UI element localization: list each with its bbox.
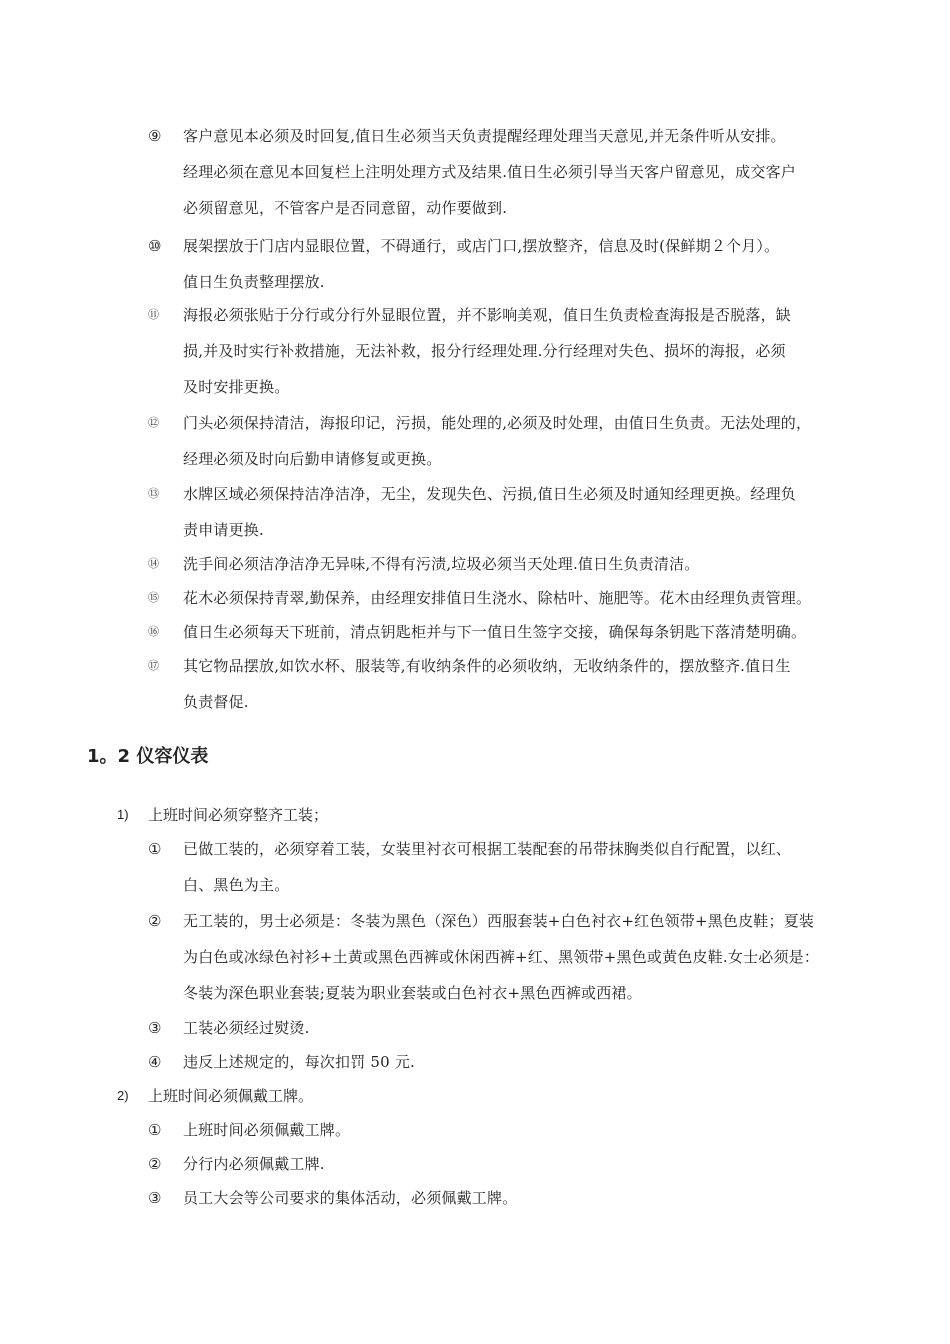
text-line: 必须留意见，不管客户是否同意留，动作要做到.	[183, 199, 508, 217]
item-text	[183, 831, 888, 903]
text-line: 责申请更换.	[183, 521, 264, 539]
text-line: 冬装为深色职业套装;夏装为职业套装或白色衬衣+黑色西裤或西裙。	[183, 984, 642, 1002]
subsection-title	[117, 1078, 877, 1114]
text-line: 员工大会等公司要求的集体活动，必须佩戴工牌。	[183, 1189, 518, 1207]
item-number: ⑪	[148, 308, 159, 321]
item-text	[183, 580, 888, 616]
text-line: 门头必须保持清洁，海报印记，污损，能处理的,必须及时处理，由值日生负责。无法处理的，	[183, 414, 812, 432]
text-line: 白、黑色为主。	[183, 876, 290, 894]
list-item	[148, 1180, 888, 1216]
list-item	[148, 1146, 888, 1182]
item-number: ⑬	[148, 487, 159, 500]
subsection-text: 上班时间必须佩戴工牌。	[148, 1087, 314, 1105]
text-line: 工装必须经过熨烫.	[183, 1019, 310, 1037]
text-line: 及时安排更换。	[183, 378, 290, 396]
subsection-title	[117, 797, 877, 833]
list-item	[148, 405, 888, 477]
text-line: 海报必须张贴于分行或分行外显眼位置，并不影响美观，值日生负责检查海报是否脱落，缺	[183, 306, 792, 324]
text-line: 洗手间必须洁净洁净无异味,不得有污渍,垃圾必须当天处理.值日生负责清洁。	[183, 555, 700, 573]
text-line: 无工装的，男士必须是：冬装为黑色（深色）西服套装+白色衬衣+红色领带+黑色皮鞋；夏装	[183, 912, 815, 930]
item-number: ②	[148, 912, 162, 930]
text-line: 为白色或冰绿色衬衫+土黄或黑色西裤或休闲西裤+红、黑领带+黑色或黄色皮鞋.女士必须是：	[183, 948, 820, 966]
item-text	[183, 1146, 888, 1182]
text-line: 经理必须及时向后勤申请修复或更换。	[183, 450, 442, 468]
list-item	[148, 297, 888, 405]
list-item	[148, 648, 888, 720]
item-text	[183, 546, 888, 582]
list-item	[148, 476, 888, 548]
item-number: ①	[148, 1121, 162, 1139]
text-line: 已做工装的，必须穿着工装，女装里衬衣可根据工装配套的吊带抹胸类似自行配置，以红、	[183, 840, 792, 858]
list-item	[148, 1010, 888, 1046]
item-text	[183, 1044, 888, 1080]
text-line: 负责督促.	[183, 693, 249, 711]
item-text	[183, 118, 888, 226]
section-heading: 1。2 仪容仪表	[87, 746, 209, 767]
text-line: 值日生必须每天下班前，清点钥匙柜并与下一值日生签字交接，确保每条钥匙下落清楚明确。	[183, 623, 807, 641]
item-number: ⑫	[148, 416, 159, 429]
item-text	[183, 1180, 888, 1216]
text-line: 损,并及时实行补救措施，无法补救，报分行经理处理.分行经理对失色、损坏的海报，必须	[183, 342, 786, 360]
text-line: 水牌区域必须保持洁净洁净，无尘，发现失色、污损,值日生必须及时通知经理更换。经理负	[183, 485, 796, 503]
item-text	[183, 228, 888, 300]
text-line: 客户意见本必须及时回复,值日生必须当天负责提醒经理处理当天意见,并无条件听从安排。	[183, 127, 786, 145]
subsection-number: 2)	[117, 1088, 129, 1103]
text-line: 展架摆放于门店内显眼位置，不碍通行，或店门口,摆放整齐，信息及时(保鲜期２个月）。	[183, 237, 780, 255]
subsection-number: 1)	[117, 807, 129, 822]
item-number: ①	[148, 840, 162, 858]
list-item	[148, 118, 888, 226]
text-line: 分行内必须佩戴工牌.	[183, 1155, 325, 1173]
list-item	[148, 1044, 888, 1080]
item-number: ③	[148, 1019, 162, 1037]
subsection-text: 上班时间必须穿整齐工装；	[148, 806, 329, 824]
item-number: ④	[148, 1053, 162, 1071]
list-item	[148, 1112, 888, 1148]
item-text	[183, 903, 888, 1011]
item-text	[183, 614, 888, 650]
text-line: 其它物品摆放,如饮水杯、服装等,有收纳条件的必须收纳，无收纳条件的，摆放整齐.值日生	[183, 657, 791, 675]
item-number: ⑩	[148, 237, 162, 255]
list-item	[148, 546, 888, 582]
list-item	[148, 228, 888, 300]
item-text	[183, 648, 888, 720]
text-line: 经理必须在意见本回复栏上注明处理方式及结果.值日生必须引导当天客户留意见，成交客户	[183, 163, 796, 181]
list-item	[148, 614, 888, 650]
text-line: 花木必须保持青翠,勤保养，由经理安排值日生浇水、除枯叶、施肥等。花木由经理负责管理。	[183, 589, 812, 607]
text-line: 值日生负责整理摆放.	[183, 273, 325, 291]
item-text	[183, 1010, 888, 1046]
list-item	[148, 831, 888, 903]
item-text	[183, 476, 888, 548]
item-text	[183, 405, 888, 477]
item-number: ⑰	[148, 659, 159, 672]
item-text	[183, 1112, 888, 1148]
item-number: ⑨	[148, 127, 162, 145]
text-line: 上班时间必须佩戴工牌。	[183, 1121, 351, 1139]
text-line: 违反上述规定的，每次扣罚 50 元.	[183, 1053, 415, 1071]
item-number: ⑯	[148, 625, 159, 638]
list-item	[148, 580, 888, 616]
list-item	[148, 903, 888, 1011]
item-text	[183, 297, 888, 405]
item-number: ⑭	[148, 557, 159, 570]
item-number: ⑮	[148, 591, 159, 604]
item-number: ②	[148, 1155, 162, 1173]
item-number: ③	[148, 1189, 162, 1207]
